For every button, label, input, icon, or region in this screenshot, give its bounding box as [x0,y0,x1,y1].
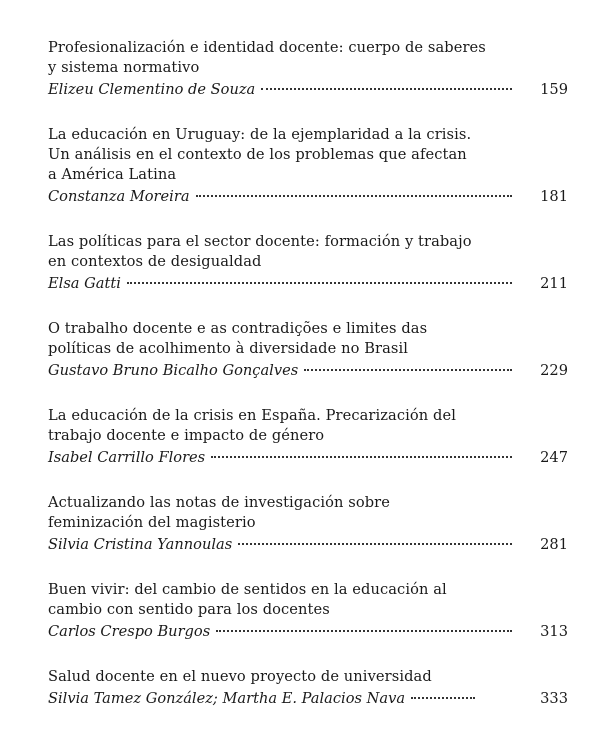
dot-leader [411,697,475,699]
toc-entry [48,580,568,642]
entry-title-line: cambio con sentido para los docentes [48,601,330,618]
dot-leader [216,630,512,632]
entry-page-number: 247 [540,449,568,466]
entry-title-line: La educación en Uruguay: de la ejemplaridad a la crisis. [48,126,472,143]
entry-page-number: 281 [540,536,568,553]
entry-title-line: Profesionalización e identidad docente: cuerpo de saberes [48,39,486,56]
entry-title-line: políticas de acolhimento à diversidade no Brasil [48,340,409,357]
entry-author: Isabel Carrillo Flores [48,449,206,466]
toc-entry [48,493,568,555]
entry-author: Constanza Moreira [48,188,190,205]
author-row [48,79,568,100]
entry-title-line: feminización del magisterio [48,514,256,531]
entry-title-line: a América Latina [48,166,177,183]
entry-page-number: 211 [540,275,568,292]
entry-author: Carlos Crespo Burgos [48,623,211,640]
toc-entry [48,125,568,207]
entry-page-number: 229 [540,362,568,379]
entry-page-number: 333 [540,690,568,707]
author-row [48,273,568,294]
entry-title-line: en contextos de desigualdad [48,253,262,270]
toc-entry [48,319,568,381]
entry-title-line: O trabalho docente e as contradições e limites das [48,320,428,337]
entry-title-line: Buen vivir: del cambio de sentidos en la educación al [48,581,447,598]
toc-entry [48,406,568,468]
toc-entry [48,38,568,100]
dot-leader [196,195,512,197]
entry-author: Silvia Tamez González; Martha E. Palacios Nava [48,690,406,707]
entry-author: Gustavo Bruno Bicalho Gonçalves [48,362,299,379]
toc-entry [48,667,568,709]
author-row [48,447,568,468]
entry-title-line: trabajo docente e impacto de género [48,427,325,444]
entry-page-number: 181 [540,188,568,205]
entry-page-number: 313 [540,623,568,640]
table-of-contents [48,38,568,734]
dot-leader [211,456,512,458]
entry-page-number: 159 [540,81,568,98]
dot-leader [127,282,512,284]
entry-author: Silvia Cristina Yannoulas [48,536,233,553]
entry-author: Elizeu Clementino de Souza [48,81,256,98]
entry-author: Elsa Gatti [48,275,121,292]
entry-title-line: Salud docente en el nuevo proyecto de universidad [48,668,432,685]
author-row [48,534,568,555]
author-row [48,621,568,642]
author-row [48,186,568,207]
author-row [48,360,568,381]
author-row [48,688,568,709]
dot-leader [261,88,512,90]
dot-leader [304,369,512,371]
toc-entry [48,232,568,294]
entry-title-line: y sistema normativo [48,59,200,76]
entry-title-line: Las políticas para el sector docente: formación y trabajo [48,233,472,250]
entry-title-line: La educación de la crisis en España. Precarización del [48,407,456,424]
entry-title-line: Un análisis en el contexto de los problemas que afectan [48,146,467,163]
entry-title-line: Actualizando las notas de investigación sobre [48,494,390,511]
dot-leader [238,543,512,545]
